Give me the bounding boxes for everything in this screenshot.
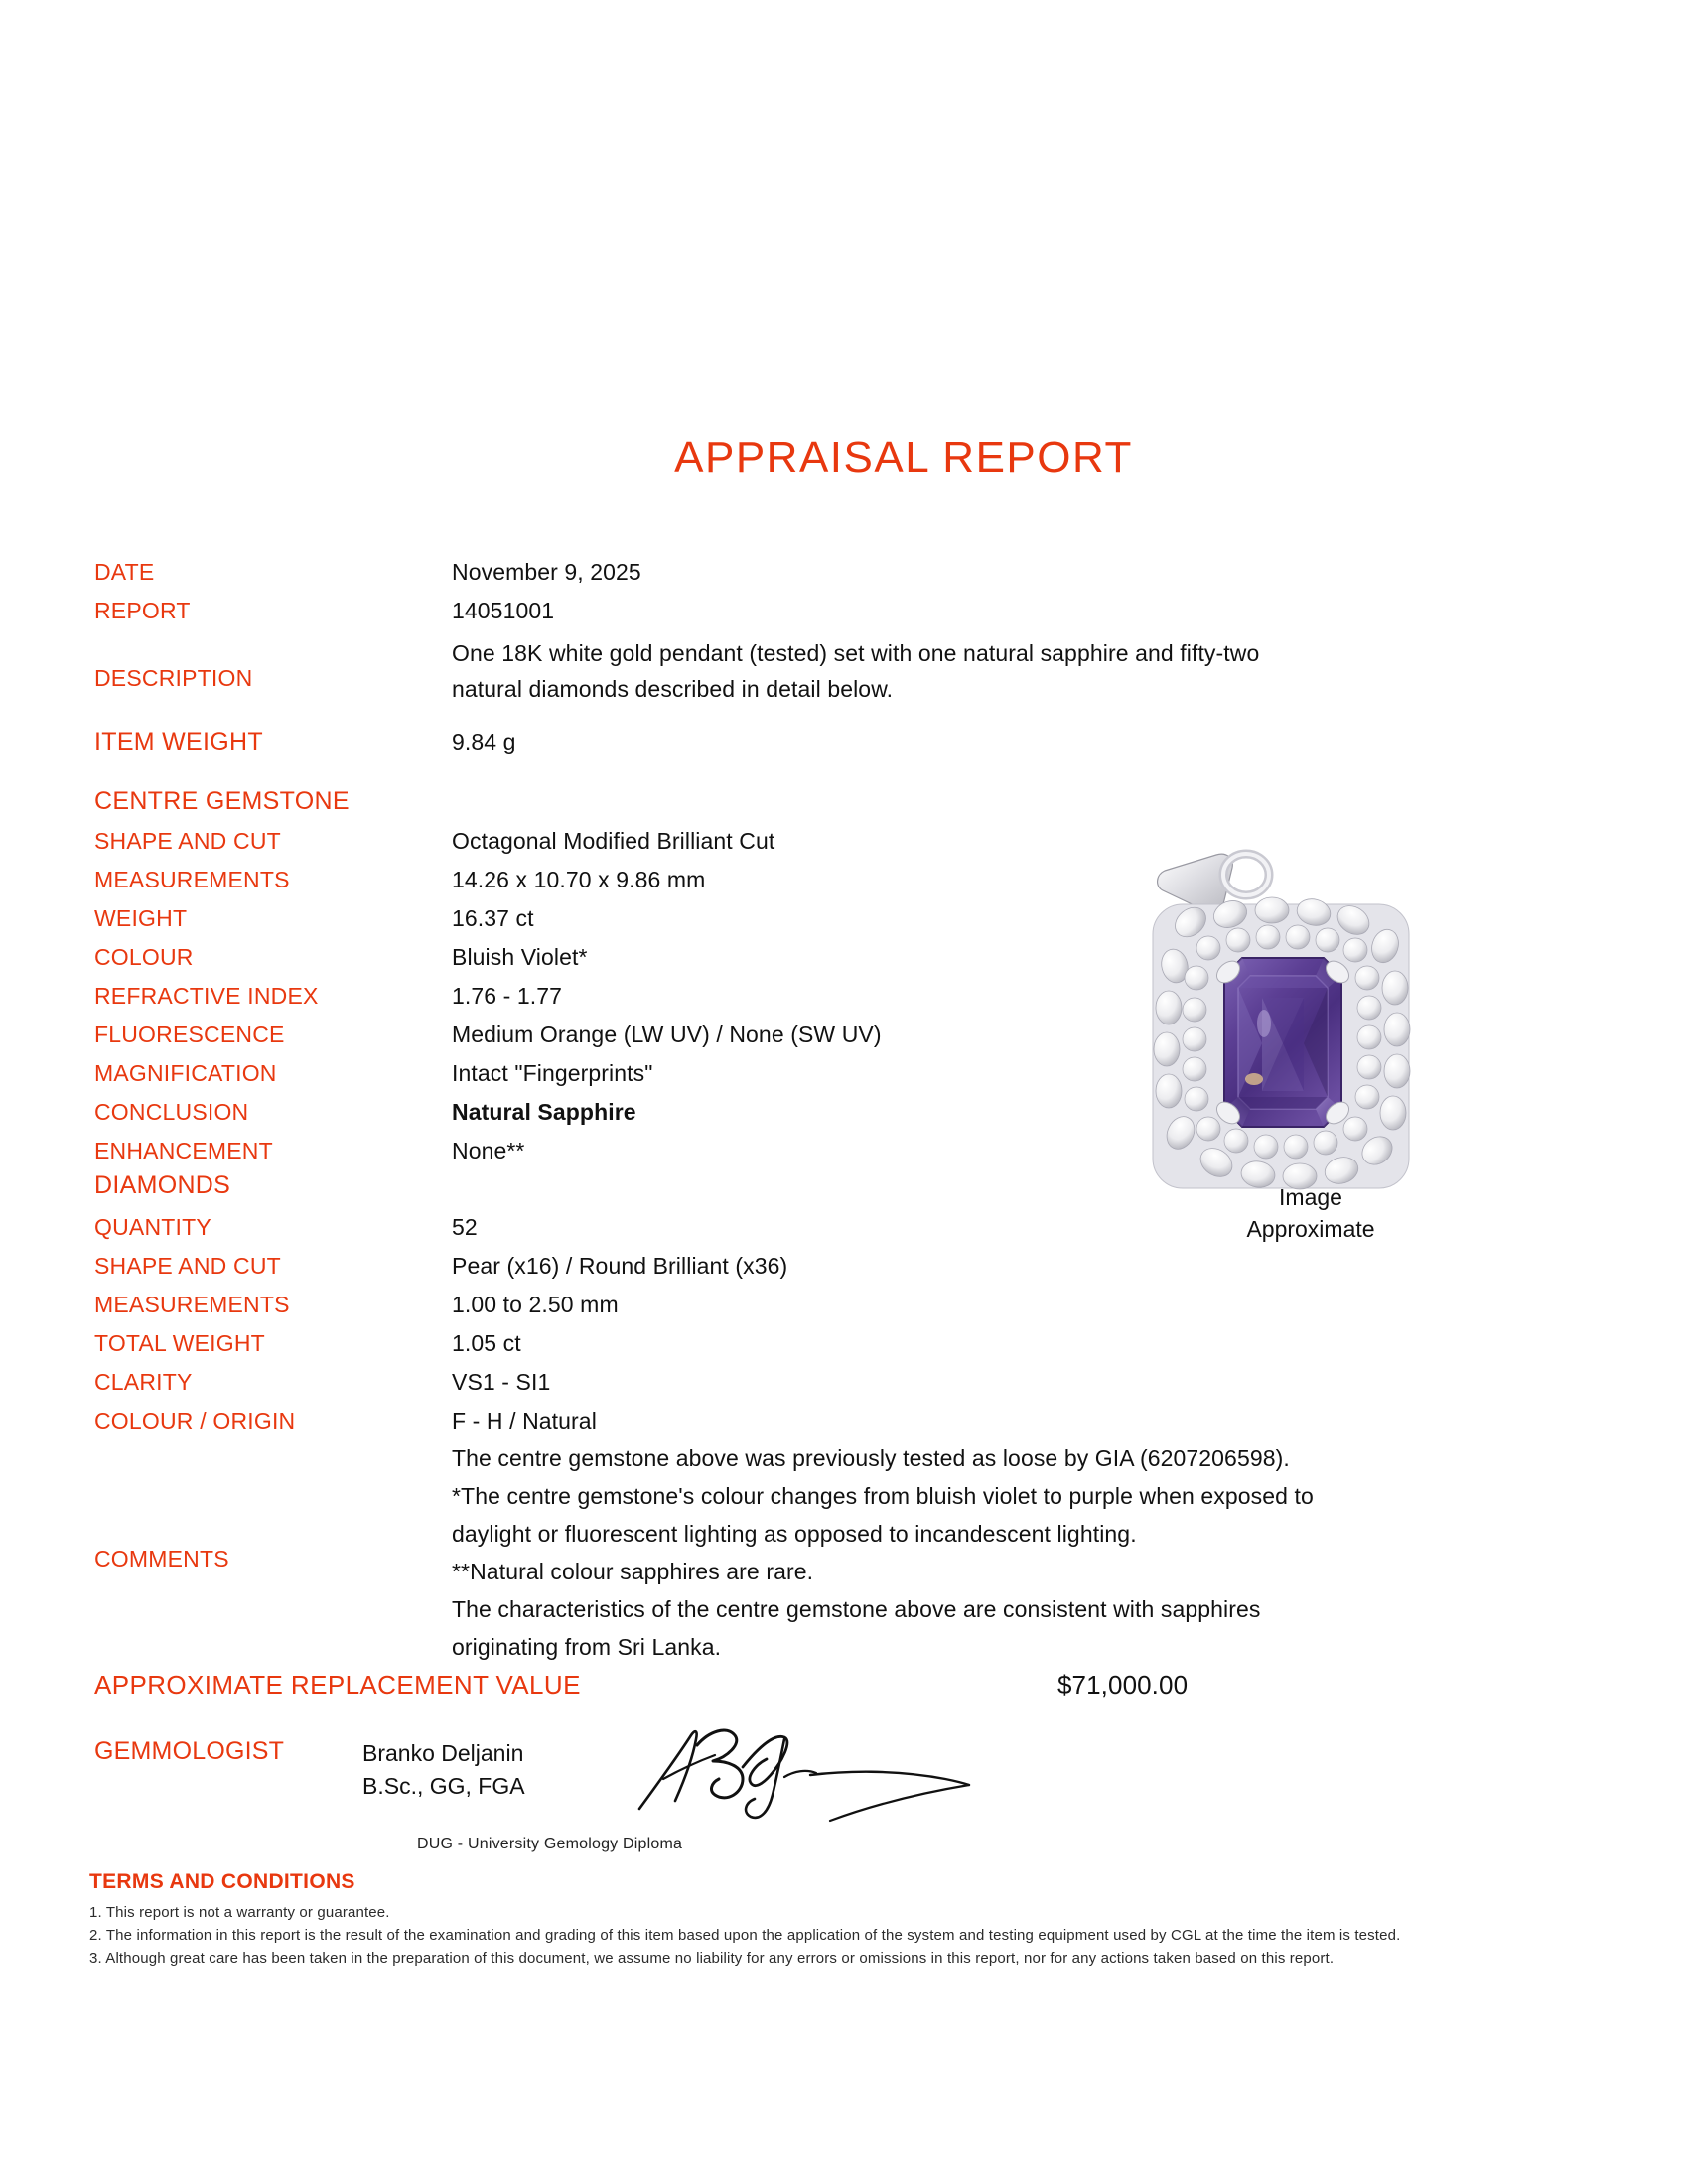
label-d-clarity: CLARITY [94,1369,193,1395]
terms-item-1: 1. This report is not a warranty or guarantee. [89,1904,390,1921]
field-row-item-weight [94,728,1614,756]
value-d-clarity: VS1 - SI1 [452,1369,551,1395]
photo-caption-line-2: Approximate [1246,1216,1375,1242]
field-row-d-total-weight [94,1329,1614,1358]
value-cg-weight: 16.37 ct [452,905,534,931]
terms-item-3: 3. Although great care has been taken in the preparation of this document, we assume no liability for any errors or omissions in this report, nor for any actions taken based on this report. [89,1950,1335,1967]
label-date: DATE [94,559,155,585]
value-item-weight: 9.84 g [452,729,516,754]
value-cg-magnification: Intact "Fingerprints" [452,1060,653,1086]
terms-item-2: 2. The information in this report is the result of the examination and grading of this item based upon the application of the system and testing equipment used by CGL at the time the item is tested. [89,1927,1401,1944]
value-cg-fluorescence: Medium Orange (LW UV) / None (SW UV) [452,1022,882,1047]
label-item-weight: ITEM WEIGHT [94,728,263,755]
label-comments: COMMENTS [94,1546,229,1571]
value-replacement-value: $71,000.00 [1057,1670,1189,1700]
value-cg-conclusion: Natural Sapphire [452,1099,636,1125]
value-d-colour-origin: F - H / Natural [452,1408,597,1433]
value-comments [452,1439,1614,1666]
terms-and-conditions-body [89,1901,1599,1970]
signature [635,1717,973,1837]
label-replacement-value: APPROXIMATE REPLACEMENT VALUE [94,1670,581,1700]
label-diamonds: DIAMONDS [94,1171,231,1199]
section-heading-centre-gemstone [94,787,1614,816]
label-cg-colour: COLOUR [94,944,194,970]
field-row-d-shape-and-cut [94,1252,1614,1281]
value-cg-measurements: 14.26 x 10.70 x 9.86 mm [452,867,706,892]
terms-and-conditions-title: TERMS AND CONDITIONS [89,1870,355,1893]
value-report-number: 14051001 [452,598,555,623]
comments-line-6: originating from Sri Lanka. [452,1634,722,1660]
gemmologist-identity [362,1737,591,1803]
gemmologist-diploma: DUG - University Gemology Diploma [417,1836,683,1852]
gemmologist-credentials: B.Sc., GG, FGA [362,1773,525,1799]
photo-caption-line-1: Image [1279,1184,1342,1210]
field-row-d-clarity [94,1368,1614,1397]
comments-line-2: *The centre gemstone's colour changes from bluish violet to purple when exposed to [452,1483,1314,1509]
page-title: APPRAISAL REPORT [674,433,1133,481]
value-d-shape-and-cut: Pear (x16) / Round Brilliant (x36) [452,1253,788,1279]
label-cg-conclusion: CONCLUSION [94,1099,249,1125]
label-cg-refractive-index: REFRACTIVE INDEX [94,983,319,1009]
comments-line-3: daylight or fluorescent lighting as opposed to incandescent lighting. [452,1521,1137,1547]
field-row-report [94,597,1614,625]
field-row-d-measurements [94,1291,1614,1319]
comments-line-1: The centre gemstone above was previously tested as loose by GIA (6207206598). [452,1445,1290,1471]
label-cg-shape-and-cut: SHAPE AND CUT [94,828,281,854]
label-cg-magnification: MAGNIFICATION [94,1060,277,1086]
label-description: DESCRIPTION [94,665,253,691]
value-cg-colour: Bluish Violet* [452,944,588,970]
gemmologist-name: Branko Deljanin [362,1740,524,1766]
description-line-1: One 18K white gold pendant (tested) set with one natural sapphire and fifty-two [452,640,1260,666]
label-d-total-weight: TOTAL WEIGHT [94,1330,265,1356]
description-line-2: natural diamonds described in detail below. [452,676,894,702]
label-cg-fluorescence: FLUORESCENCE [94,1022,285,1047]
field-row-replacement-value [94,1671,1614,1700]
value-d-total-weight: 1.05 ct [452,1330,521,1356]
field-row-d-colour-origin [94,1407,1614,1435]
value-d-measurements: 1.00 to 2.50 mm [452,1292,619,1317]
field-row-comments [94,1439,1614,1666]
field-row-date [94,558,1614,587]
label-cg-measurements: MEASUREMENTS [94,867,290,892]
label-d-quantity: QUANTITY [94,1214,211,1240]
label-cg-enhancement: ENHANCEMENT [94,1138,273,1163]
label-d-measurements: MEASUREMENTS [94,1292,290,1317]
label-report: REPORT [94,598,191,623]
comments-line-4: **Natural colour sapphires are rare. [452,1559,814,1584]
label-d-shape-and-cut: SHAPE AND CUT [94,1253,281,1279]
value-cg-enhancement: None** [452,1138,525,1163]
label-gemmologist: GEMMOLOGIST [94,1737,285,1765]
value-cg-shape-and-cut: Octagonal Modified Brilliant Cut [452,828,775,854]
pendant-photo-caption [1147,1181,1475,1245]
value-d-quantity: 52 [452,1214,478,1240]
label-centre-gemstone: CENTRE GEMSTONE [94,787,350,815]
comments-line-5: The characteristics of the centre gemstone above are consistent with sapphires [452,1596,1261,1622]
value-cg-refractive-index: 1.76 - 1.77 [452,983,563,1009]
value-description [452,635,1614,707]
label-cg-weight: WEIGHT [94,905,188,931]
label-d-colour-origin: COLOUR / ORIGIN [94,1408,296,1433]
value-date: November 9, 2025 [452,559,641,585]
field-row-description [94,635,1614,707]
